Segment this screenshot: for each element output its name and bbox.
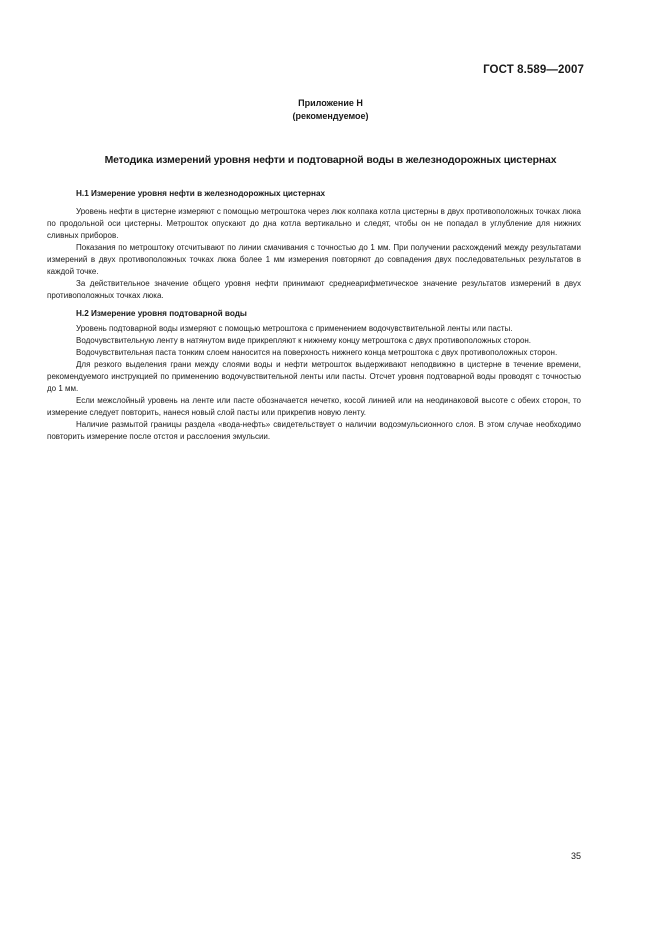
paragraph: Уровень подтоварной воды измеряют с помощью метроштока с применением водочувствительной ленты или пасты. xyxy=(76,324,513,333)
appendix-status: (рекомендуемое) xyxy=(292,111,369,121)
section-body-h2 xyxy=(47,323,581,443)
standard-number: ГОСТ 8.589—2007 xyxy=(483,64,584,76)
paragraph: Водочувствительную ленту в натянутом виде прикрепляют к нижнему концу метроштока с двух противоположных сторон. xyxy=(76,336,532,345)
paragraph: Уровень нефти в цистерне измеряют с помощью метроштока через люк колпака котла цистерны в двух противоположных точках люка по продольной оси цистерны. Метрошток опускают до дна котла вертикально и следят, чтобы он не попадал в углубление для нижних сливных приборов. xyxy=(47,207,581,240)
paragraph: Если межслойный уровень на ленте или пасте обозначается нечетко, косой линией или на неодинаковой высоте с обеих сторон, то измерение следует повторить, нанеся новый слой пасты или прикрепив новую ленту. xyxy=(47,396,581,417)
paragraph: Показания по метроштоку отсчитывают по линии смачивания с точностью до 1 мм. При получении расхождений между результатами измерений в двух противоположных точках люка более 1 мм измерения повторяют до совпадения двух последовательных результатов в каждой точке. xyxy=(47,243,581,276)
section-body-h1 xyxy=(47,206,581,302)
appendix-heading xyxy=(0,97,661,123)
appendix-title: Приложение Н xyxy=(298,98,363,108)
paragraph: Водочувствительная паста тонким слоем наносится на поверхность нижнего конца метроштока с двух противоположных сторон. xyxy=(76,348,558,357)
paragraph: За действительное значение общего уровня нефти принимают среднеарифметическое значение результатов измерений в двух противоположных точках люка. xyxy=(47,279,581,300)
section-heading-h1: Н.1 Измерение уровня нефти в железнодорожных цистернах xyxy=(76,189,326,198)
paragraph: Наличие размытой границы раздела «вода-нефть» свидетельствует о наличии водоэмульсионного слоя. В этом случае необходимо повторить измерение после отстоя и расслоения эмульсии. xyxy=(47,420,581,441)
document-title: Методика измерений уровня нефти и подтоварной воды в железнодорожных цистернах xyxy=(104,155,557,166)
section-heading-h2: Н.2 Измерение уровня подтоварной воды xyxy=(76,309,247,318)
page-number: 35 xyxy=(570,851,581,861)
paragraph: Для резкого выделения грани между слоями воды и нефти метрошток выдерживают неподвижно в цистерне в течение времени, рекомендуемого инструкцией по применению водочувствительной ленты или пасты. Отсчет уровня подтоварной воды проводят с точностью до 1 мм. xyxy=(47,360,581,393)
